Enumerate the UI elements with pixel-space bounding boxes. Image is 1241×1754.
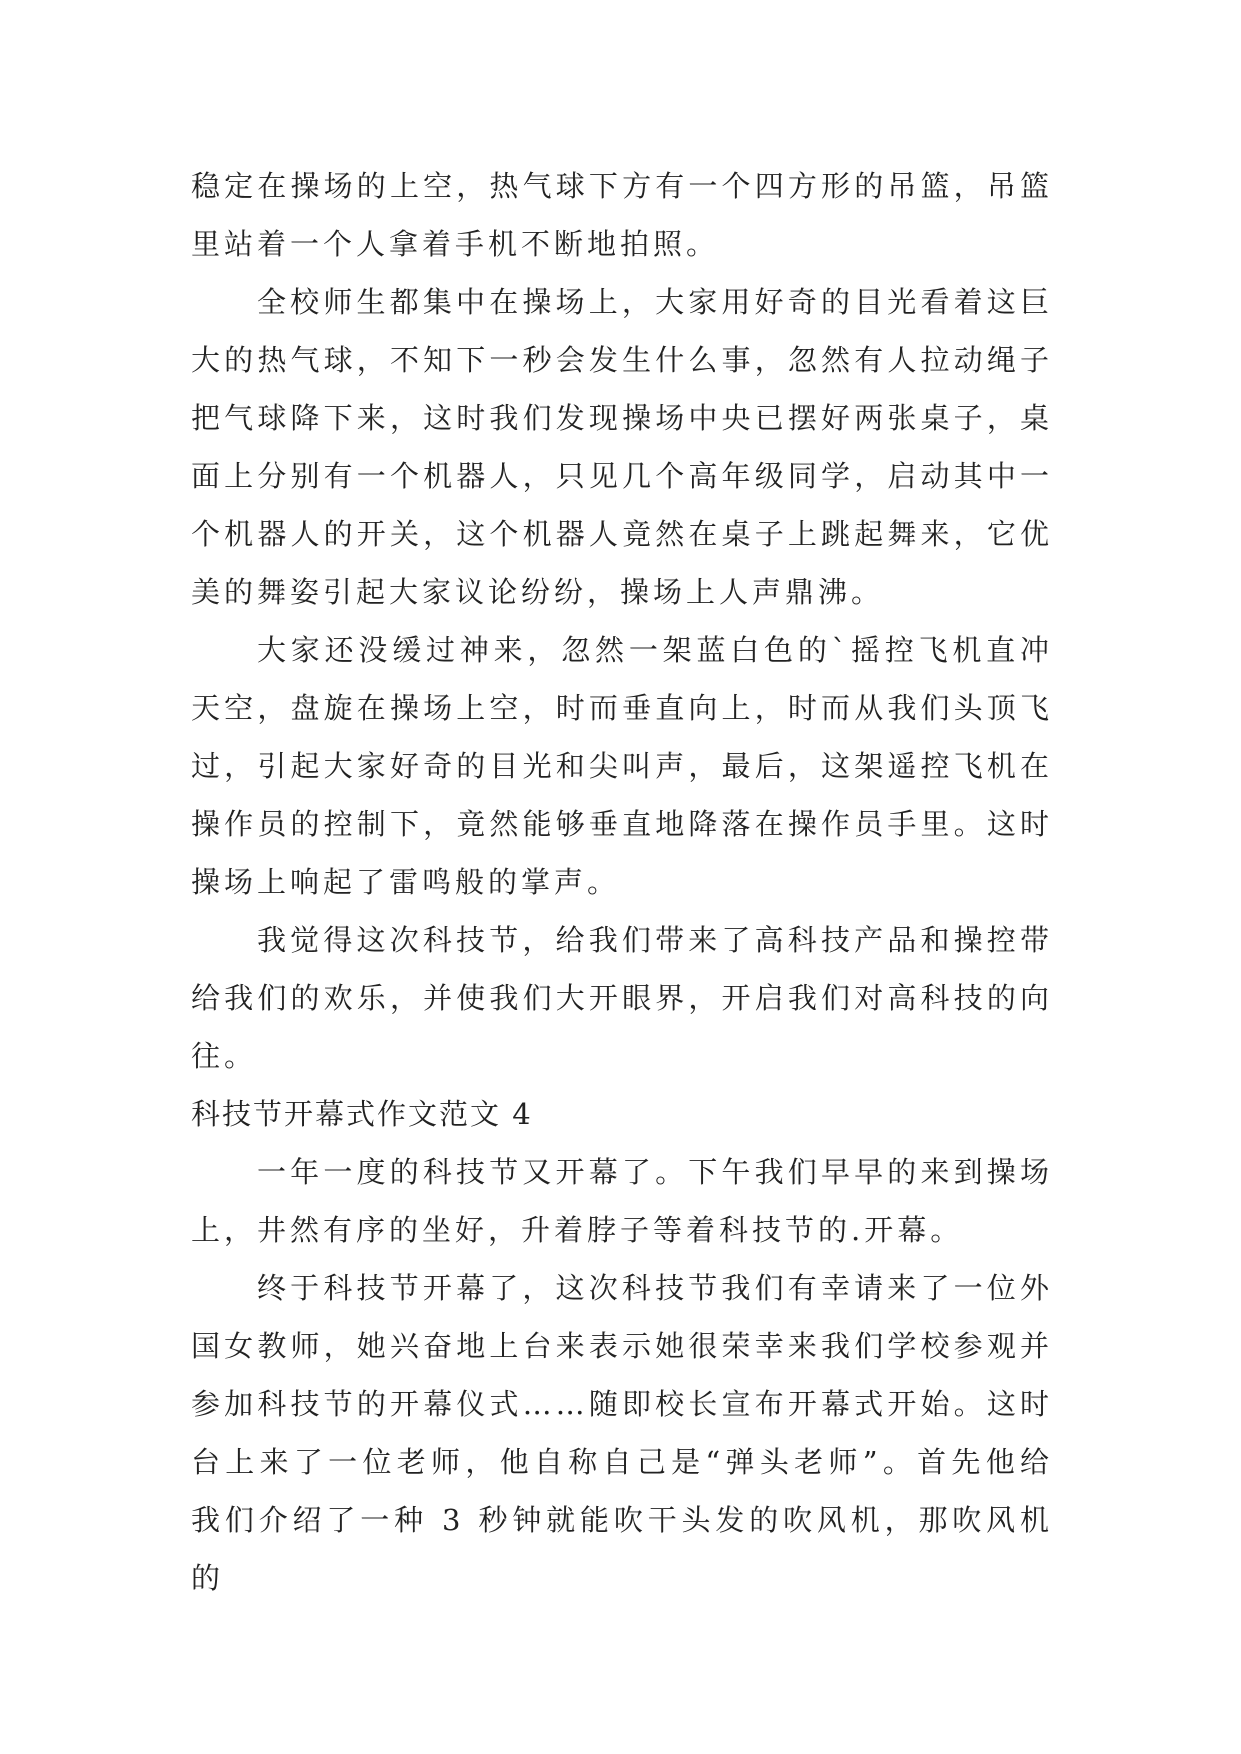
section-title: 科技节开幕式作文范文 4 [191, 1097, 533, 1131]
paragraph: 全校师生都集中在操场上，大家用好奇的目光看着这巨大的热气球，不知下一秒会发生什么事，忽然有人拉动绳子把气球降下来，这时我们发现操场中央已摆好两张桌子，桌面上分别有一个机器人，只见几个高年级同学，启动其中一个机器人的开关，这个机器人竟然在桌子上跳起舞来，它优美的舞姿引起大家议论纷纷，操场上人声鼎沸。 [191, 285, 1053, 609]
paragraph: 终于科技节开幕了，这次科技节我们有幸请来了一位外国女教师，她兴奋地上台来表示她很荣幸来我们学校参观并参加科技节的开幕仪式……随即校长宣布开幕式开始。这时台上来了一位老师，他自称自己是“弹头老师”。首先他给我们介绍了一种 3 秒钟就能吹干头发的吹风机，那吹风机的 [191, 1271, 1053, 1595]
paragraph: 一年一度的科技节又开幕了。下午我们早早的来到操场上，井然有序的坐好，升着脖子等着科技节的.开幕。 [191, 1155, 1053, 1247]
paragraph: 稳定在操场的上空，热气球下方有一个四方形的吊篮，吊篮里站着一个人拿着手机不断地拍照。 [191, 169, 1053, 261]
paragraph: 大家还没缓过神来，忽然一架蓝白色的`摇控飞机直冲天空，盘旋在操场上空，时而垂直向上，时而从我们头顶飞过，引起大家好奇的目光和尖叫声，最后，这架遥控飞机在操作员的控制下，竟然能够垂直地降落在操作员手里。这时操场上响起了雷鸣般的掌声。 [191, 633, 1053, 899]
paragraph: 我觉得这次科技节，给我们带来了高科技产品和操控带给我们的欢乐，并使我们大开眼界，开启我们对高科技的向往。 [191, 923, 1053, 1073]
document-body [191, 157, 1053, 1607]
